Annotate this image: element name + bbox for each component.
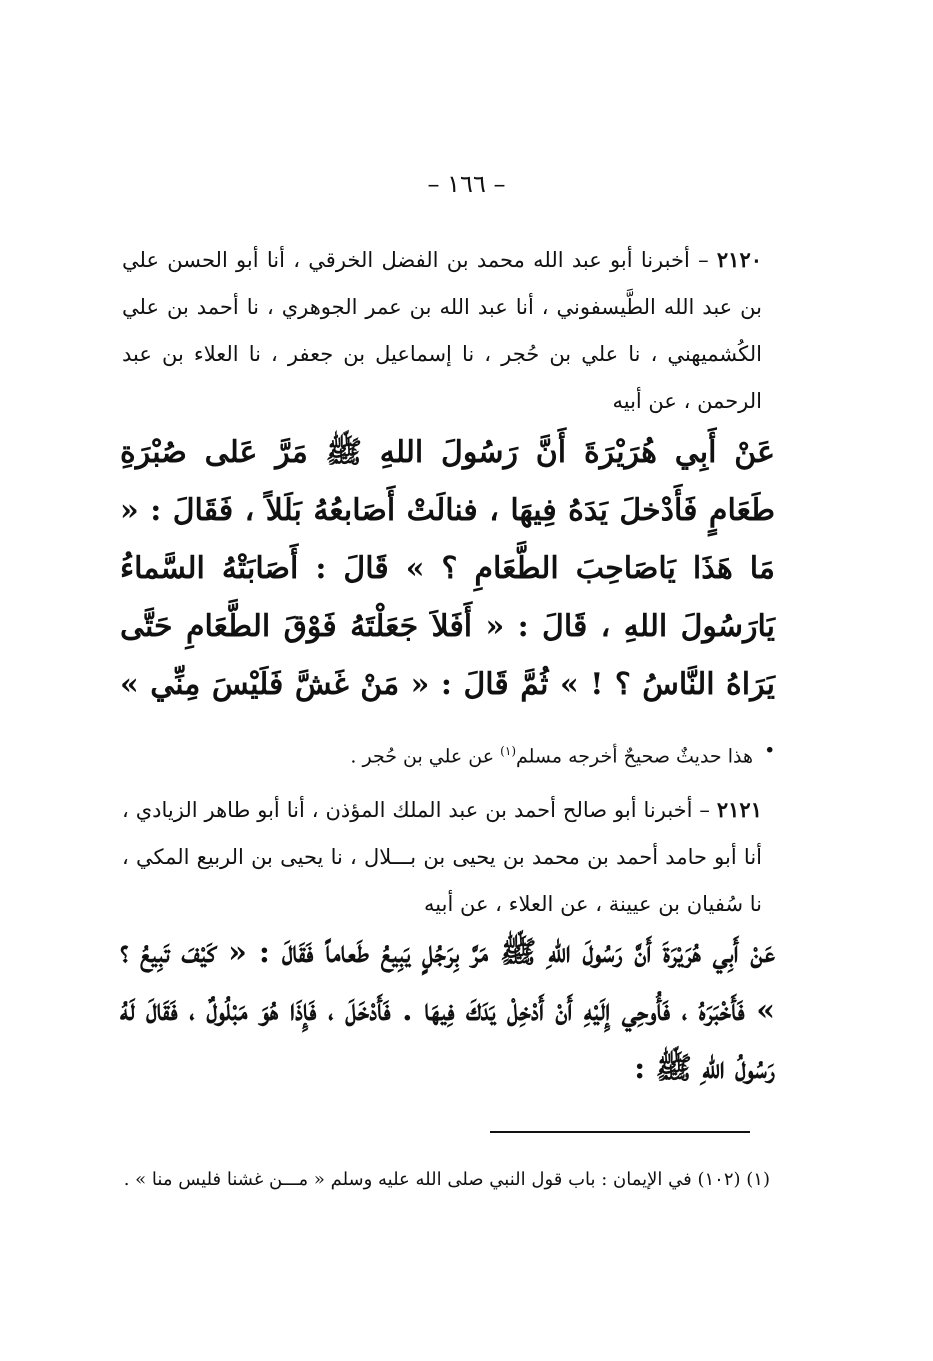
hadith-2120-isnad	[122, 236, 762, 425]
footnote-separator	[490, 1131, 750, 1133]
hadith-2120-number: ٢١٢٠	[716, 247, 763, 272]
hadith-2120-isnad-text: – أخبرنا أبو عبد الله محمد بن الفضل الخرقي ، أنا أبو الحسن علي بن عبد الله الطَّيسفوني ، أنا عبد الله بن عمر الجوهري ، نا أحمد بن علي الكُشميهني ، نا علي بن حُجر ، نا إسماعيل بن جعفر ، نا العلاء بن عبد الرحمن ، عن أبيه	[122, 248, 762, 413]
footnote-ref: (١)	[500, 744, 516, 758]
hadith-2121-isnad-text: – أخبرنا أبو صالح أحمد بن عبد الملك المؤذن ، أنا أبو طاهر الزيادي ، أنا أبو حامد أحمد بن محمد بن يحيى بن بـــلال ، نا يحيى بن الربيع المكي ، نا سُفيان بن عيينة ، عن العلاء ، عن أبيه	[122, 798, 762, 916]
hadith-2120-matn: عَنْ أَبِي هُرَيْرَةَ أَنَّ رَسُولَ اللهِ ﷺ مَرَّ عَلى صُبْرَةِ طَعَامٍ فَأَدْخلَ يَدَهُ فِيهَا ، فنالَتْ أَصَابعُهُ بَلَلاً ، فَقَالَ : « مَا هَذَا يَاصَاحِبَ الطَّعَامِ ؟ » قَالَ : أَصَابَتْهُ السَّماءُ يَارَسُولَ اللهِ ، قَالَ : « أَفَلاَ جَعَلْتَهُ فَوْقَ الطَّعَامِ حَتَّى يَرَاهُ النَّاسُ ؟ ! » ثُمَّ قَالَ : « مَنْ غَشَّ فَلَيْسَ مِنِّي » .	[120, 435, 775, 760]
hadith-2121-isnad	[122, 786, 762, 928]
footnote: (١) (١٠٢) في الإيمان : باب قول النبي صلى الله عليه وسلم « مـــن غشنا فليس منا » .	[123, 1169, 770, 1190]
page-number: – ١٦٦ –	[427, 170, 506, 198]
hadith-2121-matn: عَنْ أَبِي هُرَيْرَةَ أَنَّ رَسُولَ اللهِ ﷺ مَرَّ بِرَجُلٍ يَبِيعُ طَعاماً فَقَالَ : « كَيْفَ تَبِيعُ ؟ » فَأَخْبَرَهُ ، فَأُوحِي إِلَيْهِ أَنْ أَدْخِلْ يَدَكَ فِيهَا . فَأَدْخَلَ ، فَإِذَا هُوَ مَبْلُولٌ ، فَقَالَ لَهُ رَسُولُ اللهِ ﷺ :	[120, 935, 775, 1086]
hadith-2120-grading	[350, 736, 753, 771]
grading-tail: عن علي بن حُجر .	[350, 745, 495, 768]
grading-text: هذا حديثٌ صحيحٌ أخرجه مسلم	[516, 745, 753, 768]
hadith-2121-number: ٢١٢١	[716, 797, 762, 822]
